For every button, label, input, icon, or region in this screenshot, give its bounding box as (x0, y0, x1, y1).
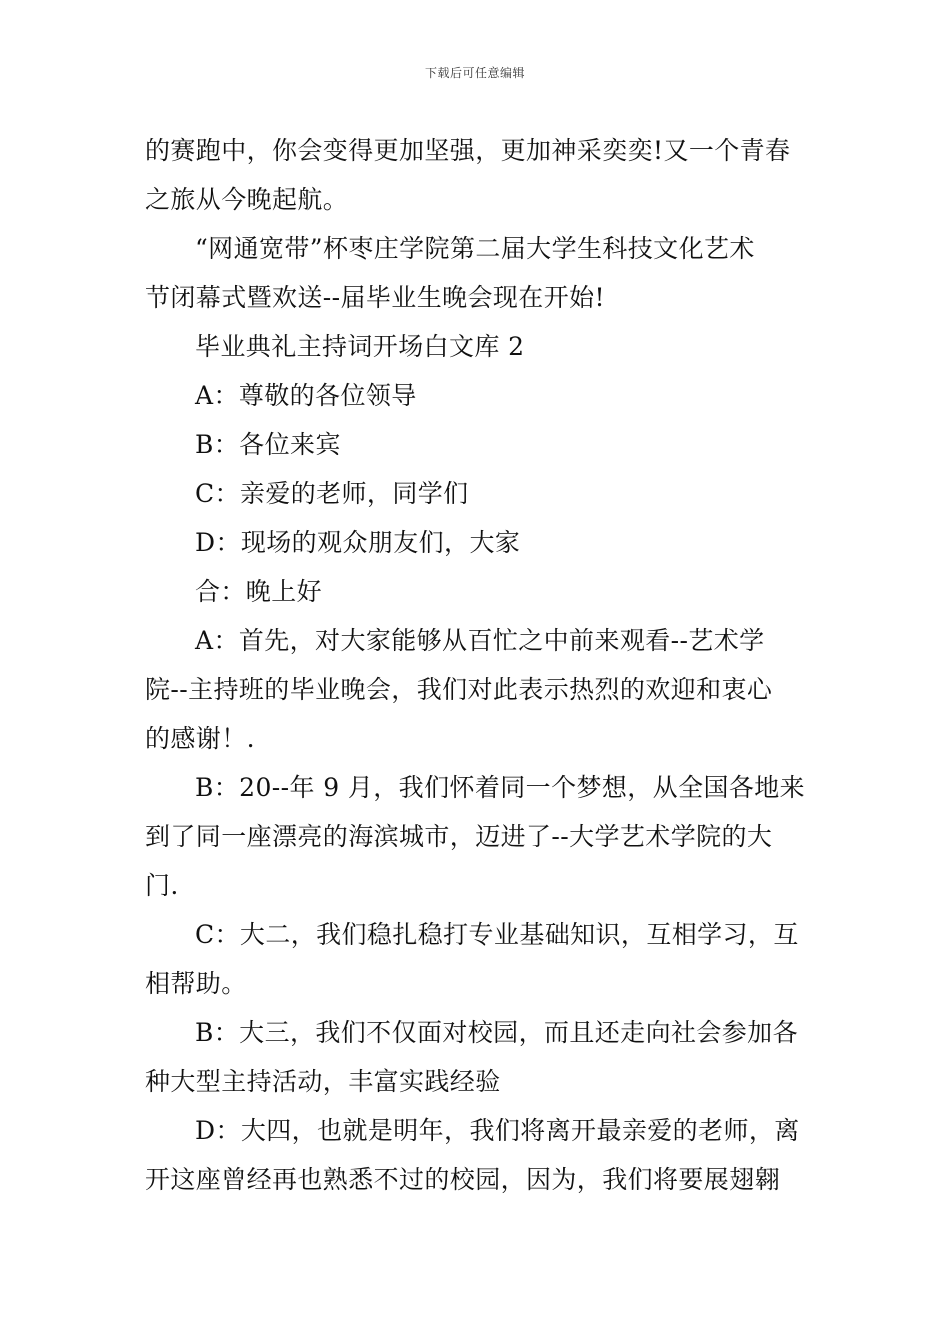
text-line: 院--主持班的毕业晚会，我们对此表示热烈的欢迎和衷心 (145, 675, 773, 704)
text-line: 门. (145, 871, 179, 900)
text-line: 开这座曾经再也熟悉不过的校园，因为，我们将要展翅翱 (145, 1165, 781, 1194)
text-line: B：20--年 9 月，我们怀着同一个梦想，从全国各地来 (195, 773, 806, 802)
text-line: “网通宽带”杯枣庄学院第二届大学生科技文化艺术 (195, 234, 755, 263)
text-line: 之旅从今晚起航。 (145, 185, 349, 214)
text-line: 的赛跑中，你会变得更加坚强，更加神采奕奕!又一个青春 (145, 136, 791, 165)
text-line: D：大四，也就是明年，我们将离开最亲爱的老师，离 (195, 1116, 800, 1145)
text-line: B：各位来宾 (195, 430, 341, 459)
text-line: A：尊敬的各位领导 (195, 381, 417, 410)
text-line: C：亲爱的老师，同学们 (195, 479, 469, 508)
page-header: 下载后可任意编辑 (424, 66, 525, 80)
text-line: 节闭幕式暨欢送--届毕业生晚会现在开始! (145, 283, 605, 312)
section-title: 毕业典礼主持词开场白文库 2 (195, 332, 525, 361)
text-line: 种大型主持活动，丰富实践经验 (145, 1067, 501, 1096)
text-line: 相帮助。 (145, 969, 247, 998)
text-line: C：大二，我们稳扎稳打专业基础知识，互相学习，互 (195, 920, 799, 949)
text-line: 的感谢！. (145, 724, 255, 753)
text-line: 到了同一座漂亮的海滨城市，迈进了--大学艺术学院的大 (145, 822, 773, 851)
text-line: B：大三，我们不仅面对校园，而且还走向社会参加各 (195, 1018, 798, 1047)
text-line: D：现场的观众朋友们，大家 (195, 528, 521, 557)
text-line: A：首先，对大家能够从百忙之中前来观看--艺术学 (195, 626, 765, 655)
document-body (145, 126, 810, 1204)
text-line: 合：晚上好 (195, 577, 323, 606)
